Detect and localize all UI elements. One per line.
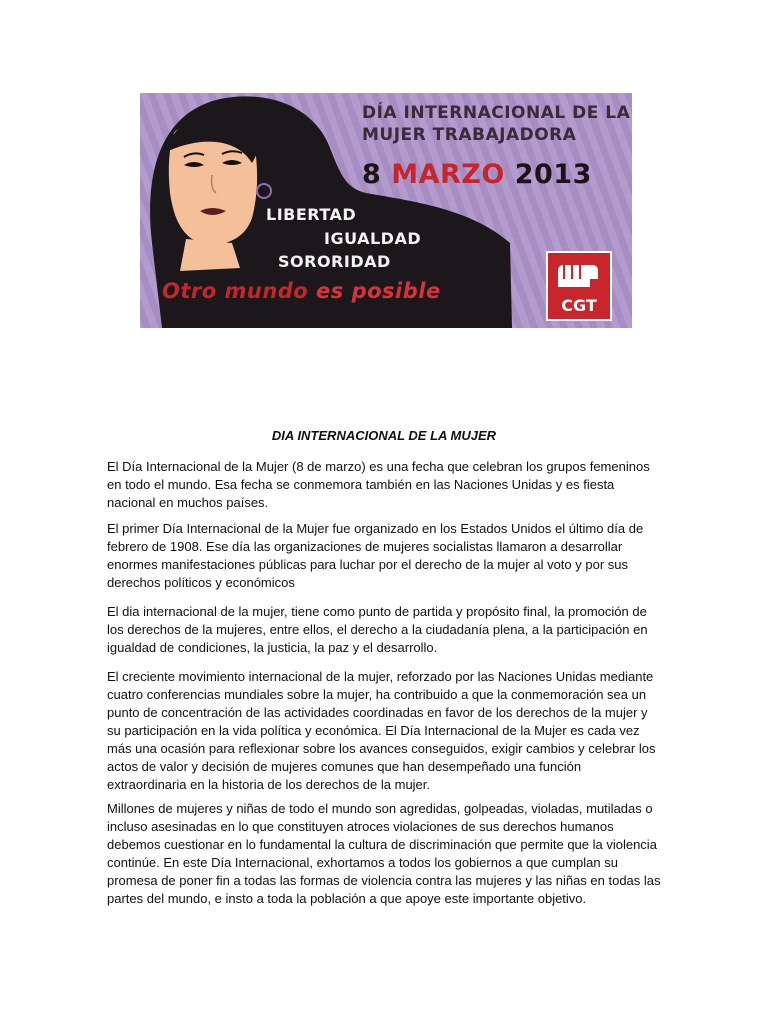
neck xyxy=(180,239,240,271)
poster-word-libertad: LIBERTAD xyxy=(266,205,357,224)
paragraph-3: El dia internacional de la mujer, tiene como punto de partida y propósito final, la promoción de los derechos de la mujeres, entre ellos, el derecho a la ciudadanía plena, a la participación en igualdad de condiciones, la justicia, la paz y el desarrollo. xyxy=(107,604,648,655)
paragraph-4: El creciente movimiento internacional de la mujer, reforzado por las Naciones Unidas mediante cuatro conferencias mundiales sobre la mujer, ha contribuido a que la conmemoración sea un punto de concentración de las actividades coordinadas en favor de los derechos de la mujer y su participación en la vida política y económica. El Día Internacional de la Mujer es cada vez más una ocasión para reflexionar sobre los avances conseguidos, exigir cambios y celebrar los actos de valor y decisión de mujeres comunes que han desempeñado una función extraordinaria en la historia de los derechos de la mujer. xyxy=(107,669,656,792)
poster-date-number: 8 xyxy=(362,159,382,190)
cgt-logo xyxy=(546,251,612,321)
cgt-logo-text: CGT xyxy=(561,296,597,315)
poster-date-year: 2013 xyxy=(514,159,592,190)
document-heading: DIA INTERNACIONAL DE LA MUJER xyxy=(271,428,497,443)
poster-word-sororidad: SORORIDAD xyxy=(278,252,391,271)
paragraph-1: El Día Internacional de la Mujer (8 de marzo) es una fecha que celebran los grupos femeninos en todo el mundo. Esa fecha se conmemora también en las Naciones Unidas y es fiesta nacional en muchos países. xyxy=(107,459,650,510)
poster-image xyxy=(140,93,632,328)
paragraph-2: El primer Día Internacional de la Mujer fue organizado en los Estados Unidos el último día de febrero de 1908. Ese día las organizaciones de mujeres socialistas llamaron a desarrollar enormes manifestaciones públicas para luchar por el derecho de la mujer al voto y por sus derechos políticos y económicos xyxy=(107,521,644,590)
poster-title-line1: DÍA INTERNACIONAL DE LA xyxy=(362,103,631,123)
poster-date xyxy=(362,159,592,190)
poster-slogan xyxy=(162,279,441,303)
paragraph-5: Millones de mujeres y niñas de todo el mundo son agredidas, golpeadas, violadas, mutiladas o incluso asesinadas en lo que constituyen atroces violaciones de sus derechos humanos debemos cuestionar en lo fundamental la cultura de discriminación que permite que la violencia continúe. En este Día Internacional, exhortamos a todos los gobiernos a que cumplan su promesa de poner fin a todas las formas de violencia contra las mujeres y las niñas en todas las partes del mundo, e insto a toda la población a que apoye este importante objetivo. xyxy=(107,801,661,906)
poster-slogan-part2: es posible xyxy=(316,279,441,303)
fist-icon xyxy=(548,257,610,297)
poster-title-line2: MUJER TRABAJADORA xyxy=(362,125,577,145)
poster-slogan-part1: Otro mundo xyxy=(162,279,309,303)
poster-date-month: MARZO xyxy=(391,159,505,190)
poster-word-igualdad: IGUALDAD xyxy=(324,229,422,248)
